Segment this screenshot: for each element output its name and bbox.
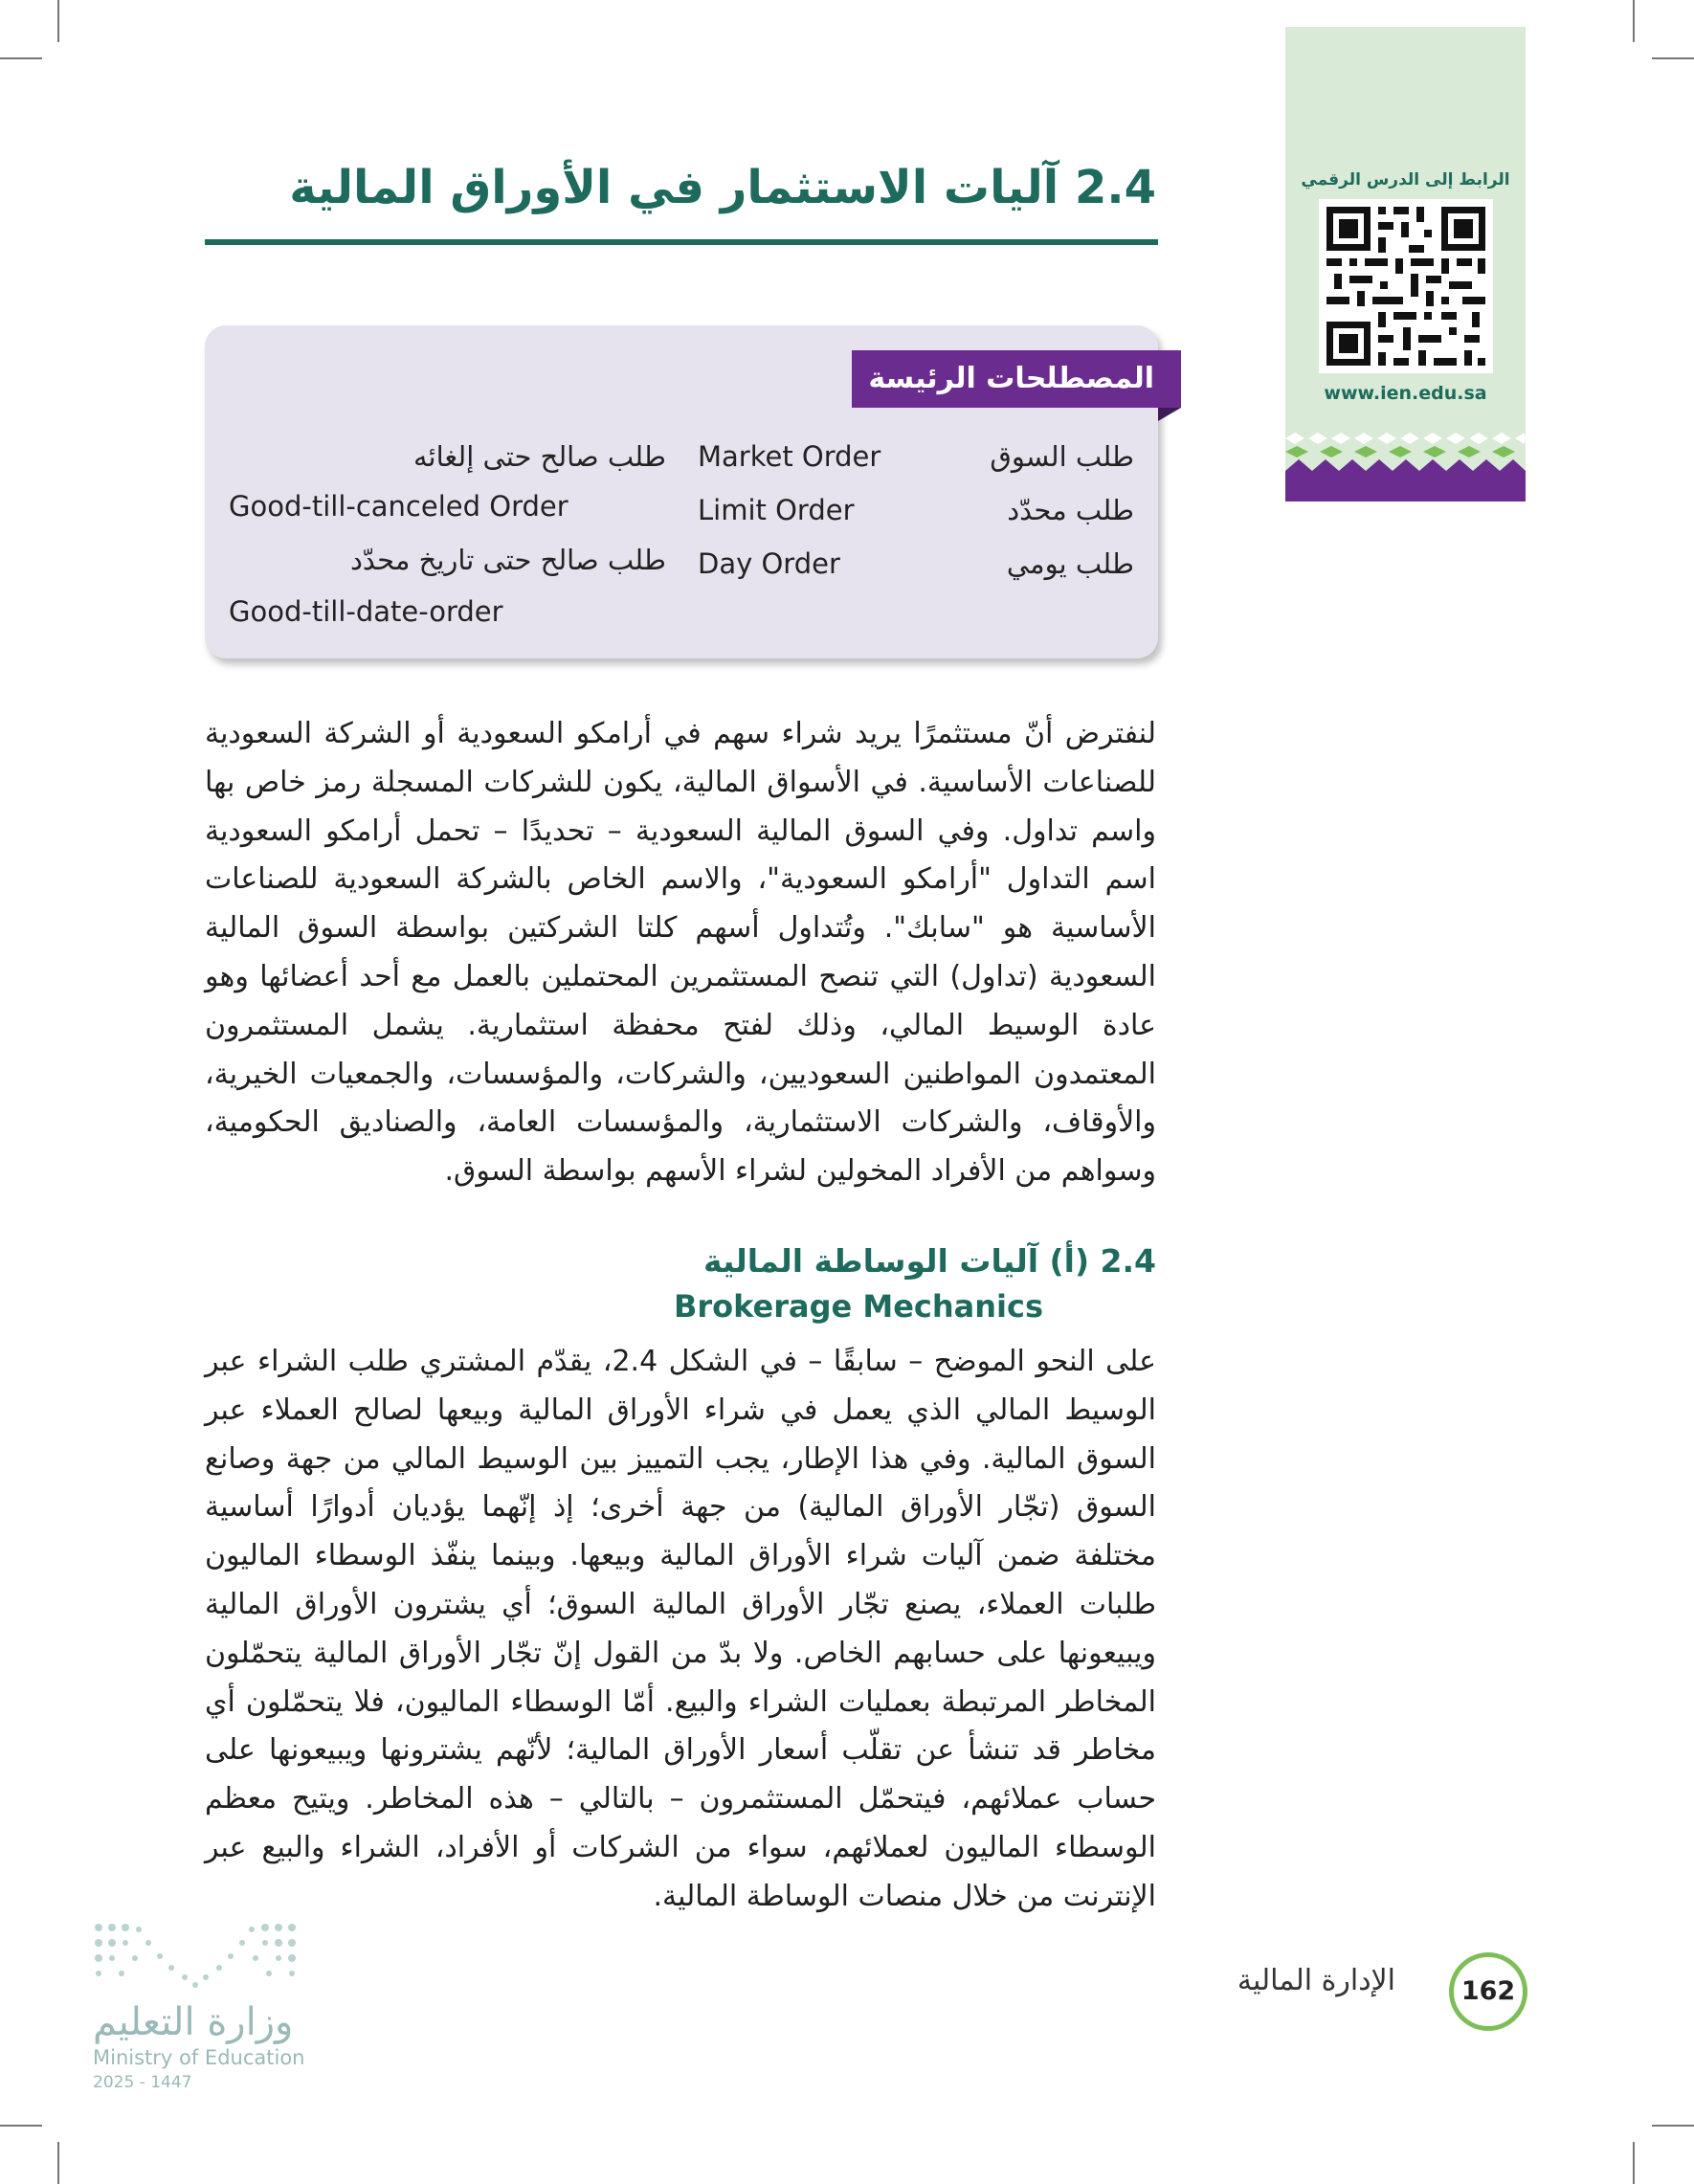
book-title: الإدارة المالية	[1237, 1964, 1395, 1997]
crop-mark	[57, 0, 59, 42]
term-ar-day-order: طلب يومي	[1006, 547, 1134, 580]
qr-code-icon[interactable]	[1319, 199, 1493, 373]
page-number: 162	[1449, 1952, 1527, 2031]
sidebar-pattern	[1285, 433, 1526, 501]
term-en-market-order: Market Order	[698, 440, 881, 473]
moe-name-ar: وزارة التعليم	[93, 2000, 294, 2044]
term-en-gtd-order: Good-till-date-order	[229, 595, 503, 628]
term-ar-gtd-order: طلب صالح حتى تاريخ محدّد	[350, 544, 666, 576]
key-terms-tab-fold	[1158, 408, 1181, 421]
crop-mark	[1652, 2125, 1694, 2127]
term-en-day-order: Day Order	[698, 547, 840, 580]
term-ar-gtc-order: طلب صالح حتى إلغائه	[412, 440, 666, 473]
title-divider	[205, 239, 1158, 245]
lesson-url-link[interactable]: www.ien.edu.sa	[1324, 383, 1487, 404]
term-ar-market-order: طلب السوق	[990, 440, 1134, 473]
crop-mark	[57, 2142, 59, 2184]
term-en-limit-order: Limit Order	[698, 494, 855, 526]
qr-label: الرابط إلى الدرس الرقمي	[1301, 170, 1510, 189]
intro-paragraph: لنفترض أنّ مستثمرًا يريد شراء سهم في أرامكو السعودية أو الشركة السعودية للصناعات الأساسية. في الأسواق المالية، يكون للشركات المسجلة رمز خاص بها واسم تداول. وفي السوق المالية السعودية – تحديدًا – تحمل أرامكو السعودية اسم التداول "أرامكو السعودية"، والاسم الخاص بالشركة السعودية للصناعات الأساسية هو "سابك". وتُتداول أسهم كلتا الشركتين بواسطة السوق المالية السعودية (تداول) التي تنصح المستثمرين المحتملين بالعمل مع أحد أعضائها وهو عادة الوسيط المالي، وذلك لفتح محفظة استثمارية. يشمل المستثمرون المعتمدون المواطنين السعوديين، والشركات، والمؤسسات، والجمعيات الخيرية، والأوقاف، والشركات الاستثمارية، والمؤسسات العامة، والصناديق الحكومية، وسواهم من الأفراد المخولين لشراء الأسهم بواسطة السوق.	[205, 717, 1156, 1189]
crop-mark	[1633, 0, 1635, 42]
crop-mark	[1633, 2142, 1635, 2184]
section-heading-ar: 2.4 (أ) آليات الوساطة المالية	[702, 1242, 1156, 1280]
key-terms-heading: المصطلحات الرئيسة	[852, 350, 1181, 408]
section-heading-en: Brokerage Mechanics	[673, 1288, 1043, 1325]
term-en-gtc-order: Good-till-canceled Order	[229, 490, 568, 523]
moe-year: 2025 - 1447	[93, 2073, 192, 2092]
moe-name-en: Ministry of Education	[93, 2046, 305, 2069]
moe-logo-icon	[93, 1922, 300, 1991]
brokerage-paragraph: على النحو الموضح – سابقًا – في الشكل 2.4، يقدّم المشتري طلب الشراء عبر الوسيط المالي الذي يعمل في شراء الأوراق المالية وبيعها لصالح العملاء عبر السوق المالية. وفي هذا الإطار، يجب التمييز بين الوسيط المالي من جهة وصانع السوق (تجّار الأوراق المالية) من جهة أخرى؛ إذ إنّهما يؤديان أدوارًا أساسية مختلفة ضمن آليات شراء الأوراق المالية وبيعها. وبينما ينفّذ الوسطاء الماليون طلبات العملاء، يصنع تجّار الأوراق المالية السوق؛ أي يشترون الأوراق المالية ويبيعونها على حسابهم الخاص. ولا بدّ من القول إنّ تجّار الأوراق المالية يتحمّلون المخاطر المرتبطة بعمليات الشراء والبيع. أمّا الوسطاء الماليون، فلا يتحمّلون أي مخاطر قد تنشأ عن تقلّب أسعار الأوراق المالية؛ لأنّهم يشترونها ويبيعونها على حساب عملائهم، فيتحمّل المستثمرون – بالتالي – هذه المخاطر. ويتيح معظم الوسطاء الماليون لعملائهم، سواء من الشركات أو الأفراد، الشراء والبيع عبر الإنترنت من خلال منصات الوساطة المالية.	[205, 1345, 1156, 1913]
term-ar-limit-order: طلب محدّد	[1007, 494, 1134, 526]
page-title: 2.4 آليات الاستثمار في الأوراق المالية	[289, 161, 1156, 214]
crop-mark	[0, 2125, 42, 2127]
crop-mark	[1652, 57, 1694, 59]
crop-mark	[0, 57, 42, 59]
